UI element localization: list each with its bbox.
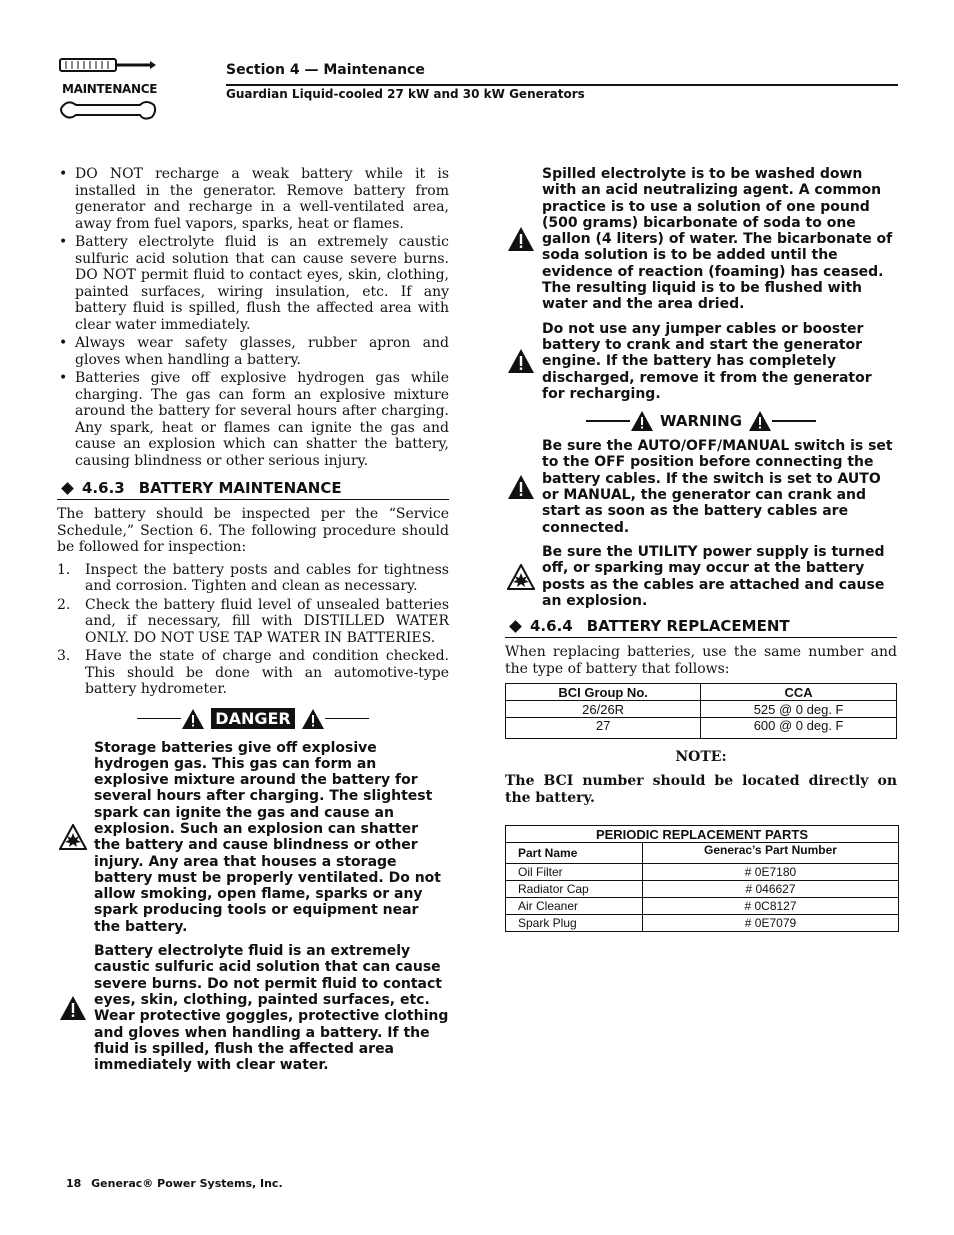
warning-notice	[505, 438, 897, 536]
step-item	[57, 648, 449, 698]
step-text: Have the state of charge and condition checked. This should be done with an automotive-type battery hydrometer.	[85, 648, 449, 697]
caution-notice	[505, 321, 897, 402]
table-row	[506, 701, 897, 718]
table-cell: Spark Plug	[506, 915, 643, 932]
note-title: NOTE:	[675, 749, 727, 766]
table-cell: # 0C8127	[643, 898, 899, 915]
table-row	[506, 898, 899, 915]
table-row	[506, 881, 899, 898]
table-cell: # 046627	[643, 881, 899, 898]
step-number: 1.	[57, 561, 71, 578]
notice-text: Be sure the AUTO/OFF/MANUAL switch is set to the OFF position before connecting the battery cables. If the switch is set to AUTO or MANUAL, the generator can crank and start as soon as the battery cables are connected.	[542, 438, 893, 536]
table-cell: 600 @ 0 deg. F	[701, 718, 897, 739]
notice-text: Be sure the UTILITY power supply is turned off, or sparking may occur at the battery posts as the cables are attached and cause an explosion.	[542, 543, 885, 609]
column-header: BCI Group No.	[506, 684, 701, 701]
warning-triangle-icon	[181, 708, 205, 730]
section-intro: The battery should be inspected per the “Service Schedule,” Section 6. The following procedure should be followed for inspection:	[57, 506, 449, 555]
logo-label: MAINTENANCE	[62, 82, 158, 96]
warning-triangle-icon	[630, 410, 654, 432]
step-number: 3.	[57, 648, 71, 664]
warning-triangle-icon	[301, 708, 325, 730]
banner-rule	[772, 420, 816, 422]
step-item	[57, 597, 449, 647]
banner-rule	[586, 420, 630, 422]
caution-notice	[505, 166, 897, 313]
column-header: CCA	[701, 684, 897, 701]
step-item	[57, 562, 449, 595]
table-header-row	[506, 684, 897, 701]
step-text: Check the battery fluid level of unsealed batteries and, if necessary, fill with DISTILLED WATER ONLY. DO NOT USE TAP WATER IN BATTERIES.	[85, 596, 449, 646]
diamond-bullet-icon	[509, 620, 522, 633]
inspection-steps	[57, 562, 449, 698]
explosion-hazard-icon	[59, 824, 87, 850]
table-cell: 525 @ 0 deg. F	[701, 701, 897, 718]
section-number: 4.6.3	[82, 479, 125, 497]
bullet-item: • Always wear safety glasses, rubber apron and gloves when handling a battery.	[57, 335, 449, 368]
bci-battery-table	[505, 683, 897, 739]
column-header: Part Name	[506, 843, 643, 864]
danger-notice	[57, 943, 449, 1073]
warning-label: WARNING	[659, 412, 743, 431]
banner-rule	[137, 718, 181, 720]
note-text: The BCI number should be located directly on the battery.	[505, 773, 897, 807]
company-name: Generac® Power Systems, Inc.	[91, 1177, 283, 1190]
periodic-replacement-parts-table	[505, 825, 899, 932]
danger-label: DANGER	[211, 708, 294, 729]
section-heading-text: BATTERY MAINTENANCE	[138, 479, 342, 497]
warning-triangle-icon	[59, 995, 87, 1021]
section-intro: When replacing batteries, use the same number and the type of battery that follows:	[505, 644, 897, 677]
warning-banner	[505, 410, 897, 432]
section-heading-text: BATTERY REPLACEMENT	[586, 617, 790, 636]
table-row	[506, 864, 899, 881]
notice-text: Do not use any jumper cables or booster battery to crank and start the generator engine. If the battery has completely discharged, remove it from the generator for recharging.	[542, 320, 872, 402]
table-header-row	[506, 843, 899, 864]
document-subtitle: Guardian Liquid-cooled 27 kW and 30 kW Generators	[226, 87, 585, 101]
table-cell: Oil Filter	[506, 864, 643, 881]
section-heading-battery-maintenance	[57, 479, 449, 500]
section-heading-battery-replacement	[505, 617, 897, 638]
column-header: Generac’s Part Number	[643, 843, 899, 864]
table-cell: 27	[506, 718, 701, 739]
notice-text: Storage batteries give off explosive hydrogen gas. This gas can form an explosive mixture around the battery for several hours after charging. The slightest spark can ignite the gas and cause an explosion. Such an explosion can shatter the battery and cause blindness or other injury. Any area that houses a storage battery must be properly ventilated. Do not allow smoking, open flame, sparks or any spark producing tools or equipment near the battery.	[94, 739, 441, 935]
step-text: Inspect the battery posts and cables for tightness and corrosion. Tighten and clean as necessary.	[85, 561, 449, 594]
table-caption: PERIODIC REPLACEMENT PARTS	[506, 826, 899, 843]
step-number: 2.	[57, 596, 71, 613]
warning-notice	[505, 544, 897, 609]
table-cell: Radiator Cap	[506, 881, 643, 898]
warning-triangle-icon	[507, 348, 535, 374]
danger-notice	[57, 740, 449, 936]
warning-triangle-icon	[507, 474, 535, 500]
diamond-bullet-icon	[61, 482, 74, 495]
notice-text: Spilled electrolyte is to be washed down with an acid neutralizing agent. A common practice is to use a solution of one pound (500 grams) bicarbonate of soda to one gallon (4 liters) of water. The bicarbonate of soda solution is to be added until the evidence of reaction (foaming) has ceased. The resulting liquid is to be flushed with water and the area dried.	[542, 166, 893, 313]
table-cell: Air Cleaner	[506, 898, 643, 915]
warning-triangle-icon	[748, 410, 772, 432]
danger-banner	[57, 708, 449, 730]
left-column	[57, 166, 449, 1081]
table-row	[506, 718, 897, 739]
section-number: 4.6.4	[530, 617, 573, 636]
page-footer	[66, 1177, 283, 1190]
section-title: Section 4 — Maintenance	[226, 62, 425, 78]
table-caption-row	[506, 826, 899, 843]
right-column	[505, 166, 897, 932]
bullet-item: • Battery electrolyte fluid is an extremely caustic sulfuric acid solution that can cause severe burns. DO NOT permit fluid to contact eyes, skin, clothing, painted surfaces, wiring insulation, etc. If any battery fluid is spilled, flush the affected area with clear water immediately.	[57, 234, 449, 333]
table-cell: # 0E7180	[643, 864, 899, 881]
page-number: 18	[66, 1177, 82, 1190]
header-rule	[226, 84, 898, 86]
warning-triangle-icon	[507, 226, 535, 252]
banner-rule	[325, 718, 369, 720]
explosion-hazard-icon	[507, 564, 535, 590]
battery-safety-bullets	[57, 166, 449, 469]
bullet-item: • Batteries give off explosive hydrogen gas while charging. The gas can form an explosive mixture around the battery for several hours after charging. Any spark, heat or flames can ignite the gas and cause an explosion which can shatter the battery, causing blindness or other serious injury.	[57, 370, 449, 469]
table-cell: 26/26R	[506, 701, 701, 718]
table-row	[506, 915, 899, 932]
notice-text: Battery electrolyte fluid is an extremely caustic sulfuric acid solution that can cause severe burns. Do not permit fluid to contact eyes, skin, clothing, painted surfaces, etc. Wear protective goggles, protective clothing and gloves when handling a battery. If the fluid is spilled, flush the affected area immediately with clear water.	[94, 943, 449, 1074]
bullet-item: • DO NOT recharge a weak battery while it is installed in the generator. Remove battery from generator and recharge in a well-ventilated area, away from fuel vapors, sparks, heat or flames.	[57, 166, 449, 232]
table-cell: # 0E7079	[643, 915, 899, 932]
